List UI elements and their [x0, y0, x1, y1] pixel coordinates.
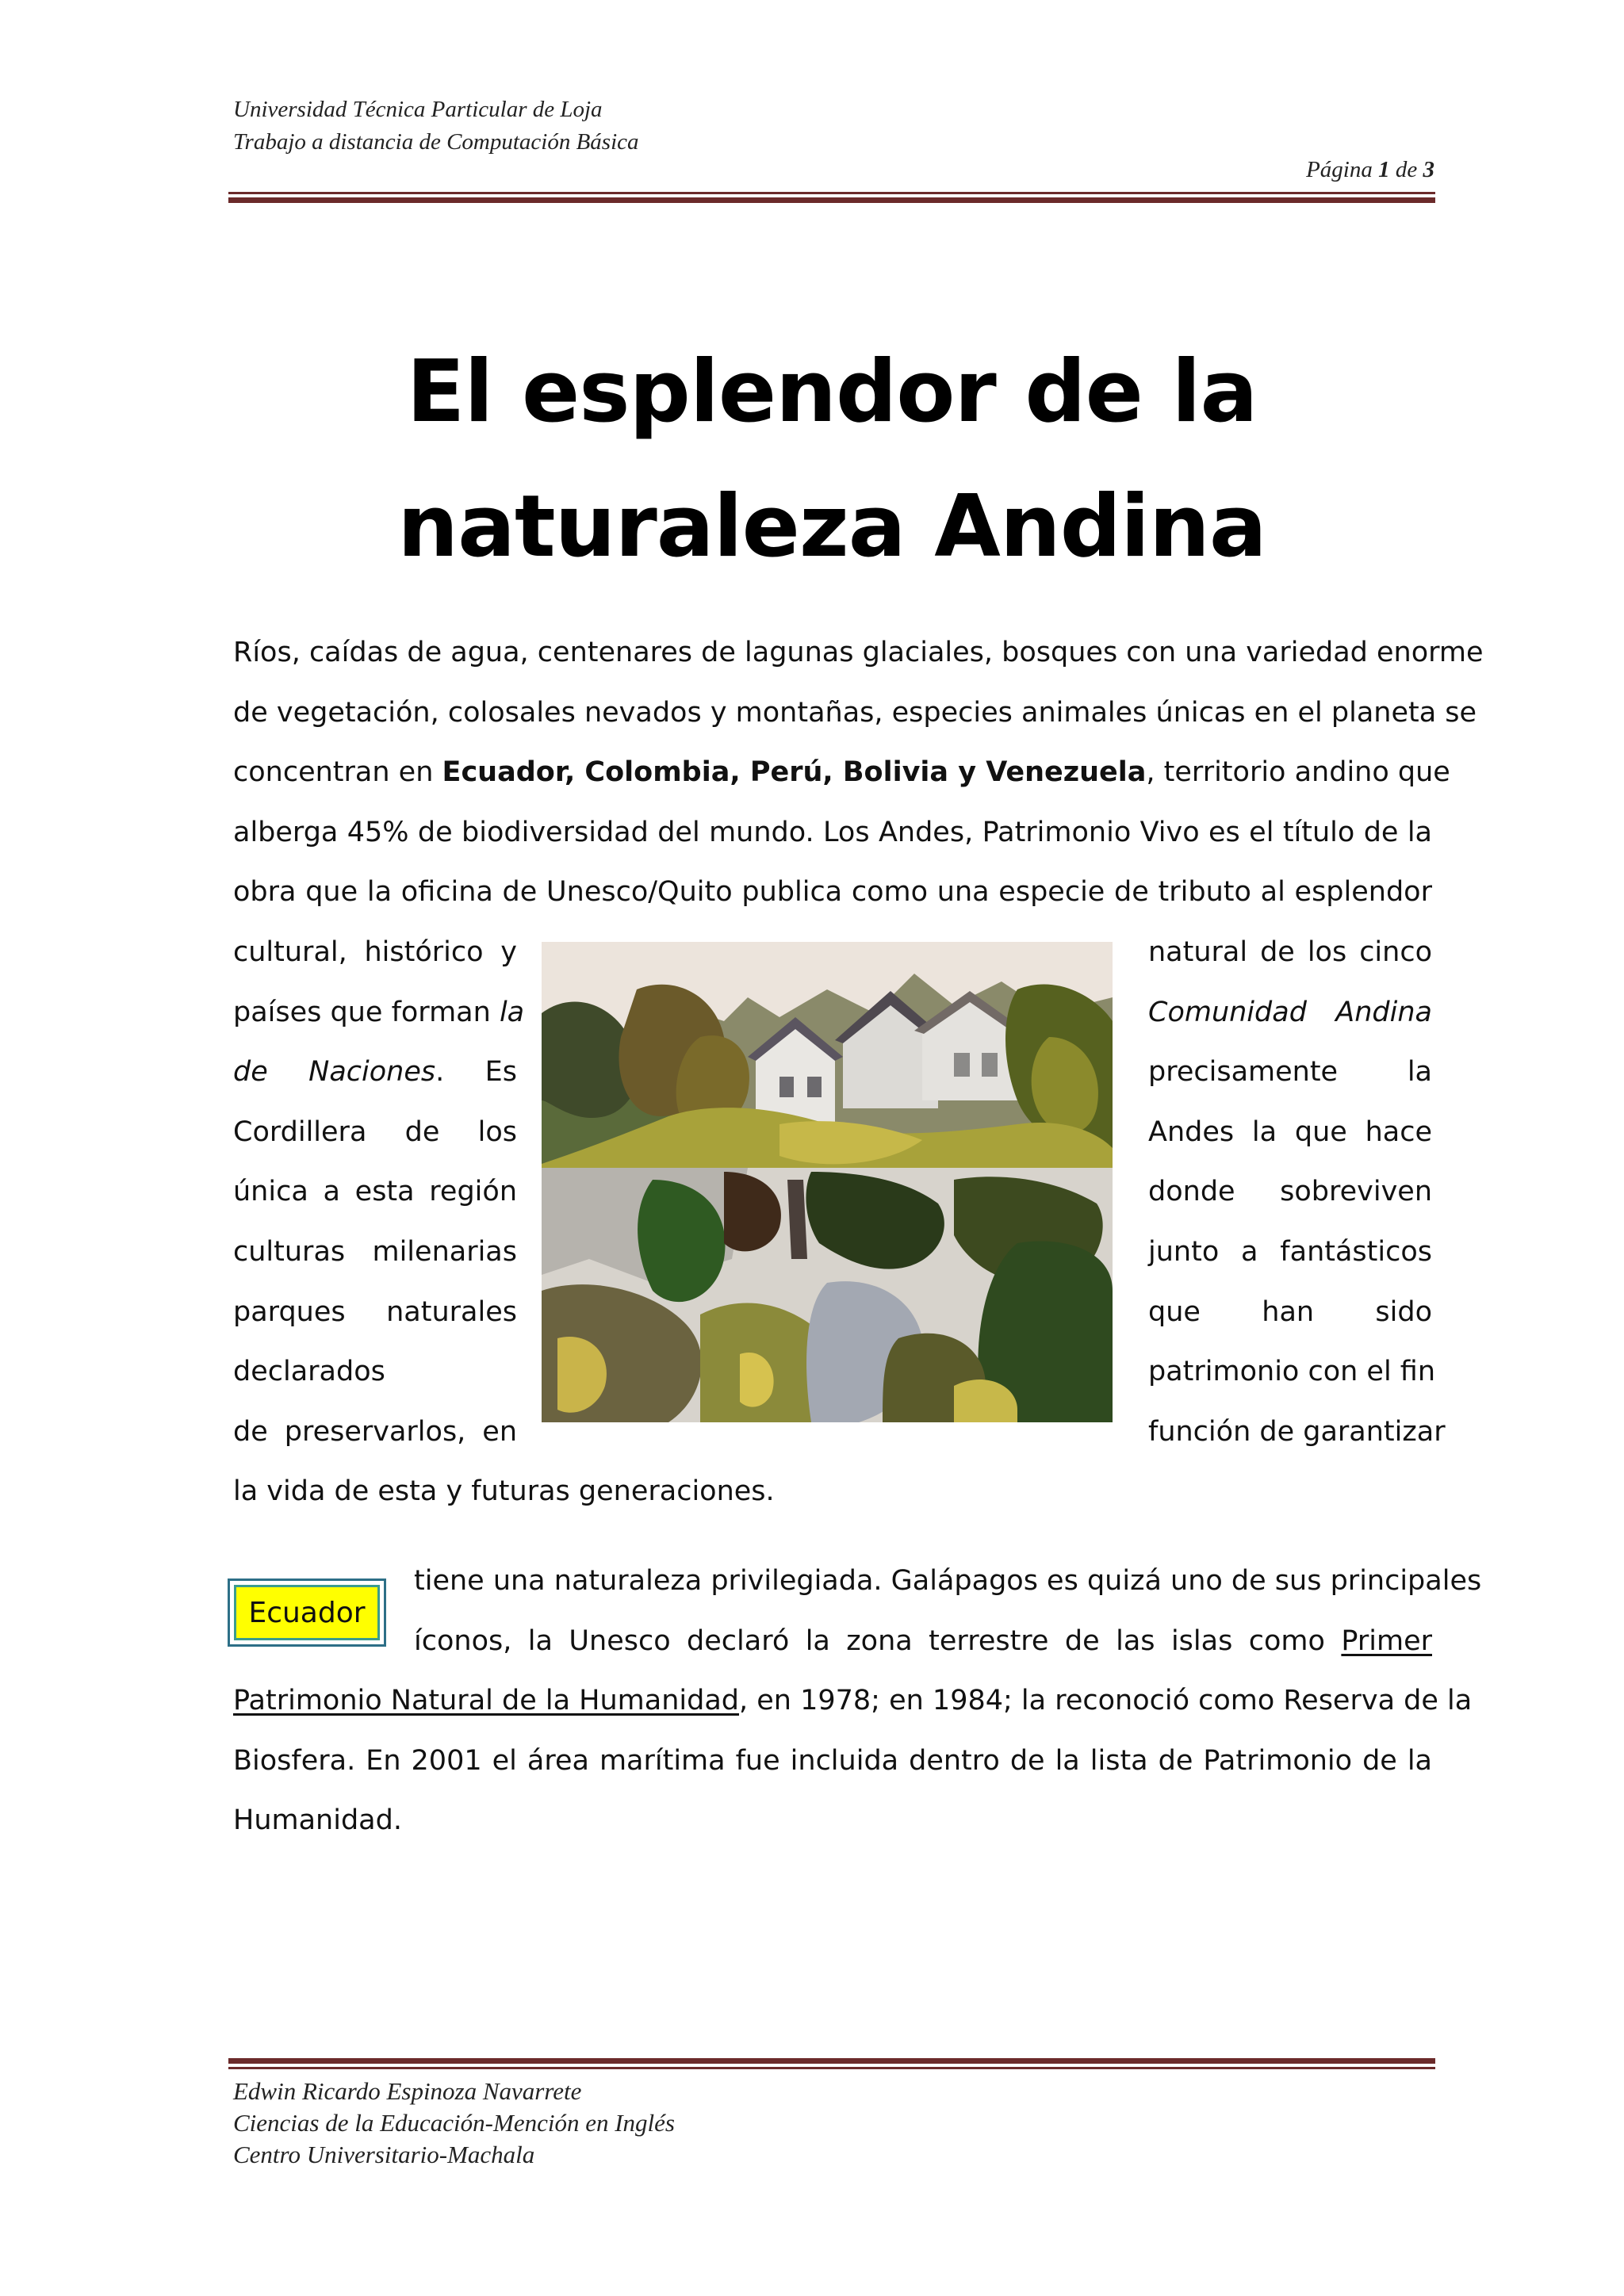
- footer-rule: [228, 2058, 1435, 2069]
- page-title: El esplendor de la naturaleza Andina: [397, 342, 1266, 576]
- footer-program: Ciencias de la Educación-Mención en Inglés: [233, 2109, 675, 2137]
- footer-author: Edwin Ricardo Espinoza Navarrete: [233, 2077, 582, 2105]
- page-header: [233, 94, 1434, 159]
- paragraph-intro-end: la vida de esta y futuras generaciones.: [233, 1475, 775, 1507]
- heritage-link-part2[interactable]: Patrimonio Natural de la Humanidad: [233, 1685, 739, 1716]
- page-footer: [233, 2076, 675, 2171]
- page-number: Página 1 de 3: [1306, 157, 1434, 182]
- countries-line: concentran en Ecuador, Colombia, Perú, Bolivia y Venezuela, territorio andino que: [233, 756, 1450, 789]
- wrap-left-column: cultural, histórico y países que forman la de Naciones. Es Cordillera de los única a esta región culturas milenarias parques naturales declarados de preservarlos, en: [233, 936, 525, 1448]
- paragraph-intro: Ríos, caídas de agua, centenares de lagunas glaciales, bosques con una variedad enorme de vegetación, colosales nevados y montañas, especies animales únicas en el planeta se concentran en Ecuador, Colombia, Perú, Bolivia y Venezuela, territorio andino que alberga 45% de biodiversidad del mundo. Los Andes, Patrimonio Vivo es el título de la obra que la oficina de Unesco/Quito publica como una especie de tributo al esplendor: [233, 637, 1484, 909]
- header-course: Trabajo a distancia de Computación Básica: [233, 129, 639, 155]
- heritage-link-part1[interactable]: Primer: [1341, 1624, 1432, 1657]
- ecuador-badge: Ecuador: [228, 1578, 386, 1647]
- paragraph-ecuador-bottom: Patrimonio Natural de la Humanidad, en 1978; en 1984; la reconoció como Reserva de la Biosfera. En 2001 el área marítima fue incluida dentro de la lista de Patrimonio de la Humanidad.: [233, 1685, 1473, 1837]
- header-rule: [228, 192, 1435, 203]
- wrap-right-column: natural de los cinco Comunidad Andina precisamente la Andes la que hace donde sobreviven junto a fantásticos que han sido patrimonio con el fin función de garantizar: [1148, 936, 1446, 1448]
- footer-center: Centro Universitario-Machala: [233, 2141, 535, 2168]
- header-university: Universidad Técnica Particular de Loja: [233, 97, 603, 122]
- paragraph-ecuador-top: tiene una naturaleza privilegiada. Galápagos es quizá uno de sus principales íconos, la Unesco declaró la zona terrestre de las islas como Primer: [414, 1565, 1482, 1657]
- andean-landscape-image: [542, 942, 1113, 1422]
